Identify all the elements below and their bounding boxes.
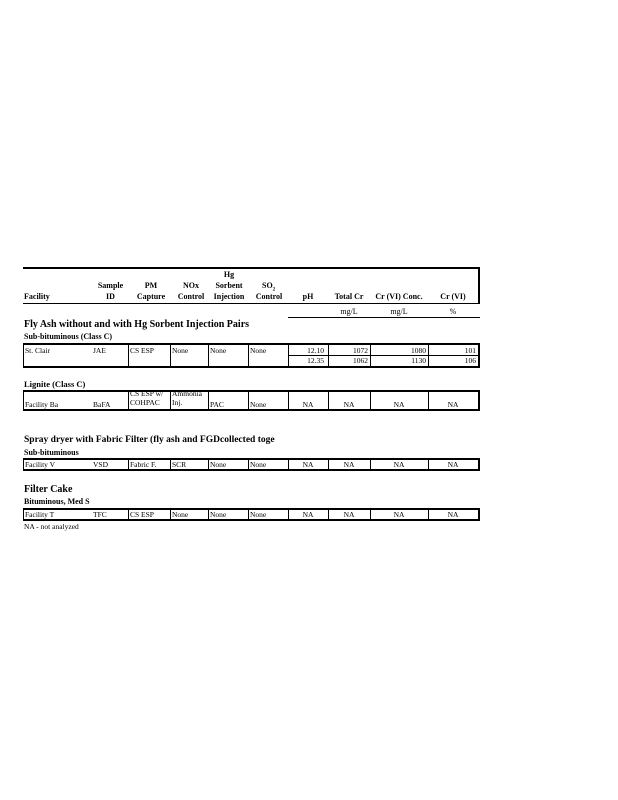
table-rule [128, 458, 129, 471]
table-rule [208, 390, 209, 411]
table-rule [170, 508, 171, 521]
cell-ph: 12.10 [307, 346, 324, 355]
table-rule [248, 458, 249, 471]
cell-so2: None [250, 510, 267, 519]
cell-ph: NA [302, 510, 314, 519]
header-sample-2: ID [106, 292, 115, 301]
cell-hg: None [210, 460, 227, 469]
cell-crvi-pct: NA [447, 400, 459, 409]
table-rule [208, 458, 209, 471]
header-hg-2: Sorbent [215, 281, 243, 290]
cell-sample: VSD [93, 460, 109, 469]
units-rule [288, 317, 480, 318]
table-rule [288, 343, 289, 368]
cell-crvi-pct: NA [447, 510, 459, 519]
unit-crvi-conc: mg/L [390, 307, 408, 316]
header-so2-1: $SO_2$ [262, 281, 276, 293]
cell-crvi-conc: NA [393, 460, 405, 469]
header-top-rule [23, 267, 480, 269]
table-rule [23, 458, 24, 471]
cell-ph: 12.35 [307, 356, 324, 365]
cell-so2: None [250, 460, 267, 469]
cell-total-cr: 1072 [353, 346, 368, 355]
table-rule [208, 343, 209, 368]
section-2-title: Lignite (Class C) [24, 379, 86, 389]
table-rule [23, 519, 480, 521]
header-pm-1: PM [144, 281, 158, 290]
cell-crvi-conc: 1130 [411, 356, 426, 365]
cell-crvi-conc: 1080 [411, 346, 426, 355]
cell-pm: CS ESP [130, 346, 154, 355]
table-rule [208, 508, 209, 521]
cell-nox: None [172, 346, 189, 355]
header-so2-2: Control [255, 292, 283, 301]
table-rule [170, 458, 171, 471]
cell-crvi-pct: NA [447, 460, 459, 469]
cell-hg: None [210, 510, 227, 519]
table-rule [328, 343, 329, 368]
table-rule [23, 390, 24, 411]
header-ph: pH [302, 292, 314, 301]
table-rule [248, 390, 249, 411]
header-nox-1: NOx [183, 281, 199, 290]
cell-nox: Ammonia [172, 389, 202, 398]
footnote: NA - not analyzed [24, 522, 79, 531]
section-1-title: Fly Ash without and with Hg Sorbent Injection Pairs [24, 319, 250, 330]
table-rule [23, 508, 24, 521]
cell-crvi-pct: 106 [464, 356, 476, 365]
table-rule [478, 458, 480, 471]
table-rule [23, 366, 480, 368]
cell-sample: BaFA [93, 400, 111, 409]
cell-sample: TFC [93, 510, 107, 519]
table-rule [23, 409, 480, 411]
cell-ph: NA [302, 400, 314, 409]
table-rule [23, 343, 480, 345]
unit-crvi-pct: % [449, 307, 457, 316]
table-rule [170, 343, 171, 368]
table-rule [248, 343, 249, 368]
cell-crvi-conc: NA [393, 400, 405, 409]
header-sample-1: Sample [97, 281, 124, 290]
table-rule [23, 469, 480, 471]
cell-hg: None [210, 346, 227, 355]
cell-facility: Facility Ba [25, 400, 59, 409]
table-rule [478, 390, 480, 411]
table-rule [370, 343, 371, 368]
header-crvi-conc: Cr (VI) Conc. [375, 292, 423, 301]
cell-nox: Inj. [172, 398, 183, 407]
cell-crvi-pct: 101 [464, 346, 476, 355]
table-rule [128, 390, 129, 411]
header-total-cr: Total Cr [334, 292, 364, 301]
header-nox-2: Control [177, 292, 205, 301]
unit-total-cr: mg/L [340, 307, 358, 316]
table-rule [128, 508, 129, 521]
cell-total-cr: 1062 [353, 356, 368, 365]
header-hg-3: Injection [213, 292, 245, 301]
table-rule [478, 343, 480, 368]
table-rule [428, 343, 429, 368]
cell-facility: Facility T [25, 510, 55, 519]
cell-pm: COHPAC [130, 398, 160, 407]
cell-nox: SCR [172, 460, 187, 469]
cell-so2: None [250, 346, 267, 355]
header-facility: Facility [24, 292, 50, 301]
cell-total-cr: NA [343, 510, 355, 519]
table-rule [478, 508, 480, 521]
cell-hg: PAC [210, 400, 224, 409]
cell-pm: Fabric F. [130, 460, 157, 469]
cell-facility: St. Clair [25, 346, 51, 355]
section-1-subtitle: Sub-bituminous (Class C) [24, 332, 113, 341]
table-rule [128, 343, 129, 368]
cell-pm: CS ESP [130, 510, 154, 519]
table-rule [23, 343, 24, 368]
table-rule [23, 390, 480, 392]
section-4-title: Filter Cake [24, 484, 73, 495]
table-rule [248, 508, 249, 521]
cell-total-cr: NA [343, 460, 355, 469]
header-pm-2: Capture [136, 292, 166, 301]
table-rule [170, 390, 171, 411]
cell-sample: JAE [93, 346, 106, 355]
section-3-title: Spray dryer with Fabric Filter (fly ash and FGDcollected toge [24, 435, 275, 445]
header-bottom-rule [23, 303, 480, 304]
section-3-subtitle: Sub-bituminous [24, 448, 79, 457]
cell-nox: None [172, 510, 189, 519]
cell-crvi-conc: NA [393, 510, 405, 519]
cell-total-cr: NA [343, 400, 355, 409]
section-4-subtitle: Bituminous, Med S [24, 497, 90, 506]
cell-pm: CS ESP w/ [130, 389, 164, 398]
cell-so2: None [250, 400, 267, 409]
cell-ph: NA [302, 460, 314, 469]
header-right-border [478, 267, 480, 304]
header-hg-1: Hg [223, 270, 235, 279]
cell-facility: Facility V [25, 460, 56, 469]
header-crvi-pct: Cr (VI) [440, 292, 466, 301]
